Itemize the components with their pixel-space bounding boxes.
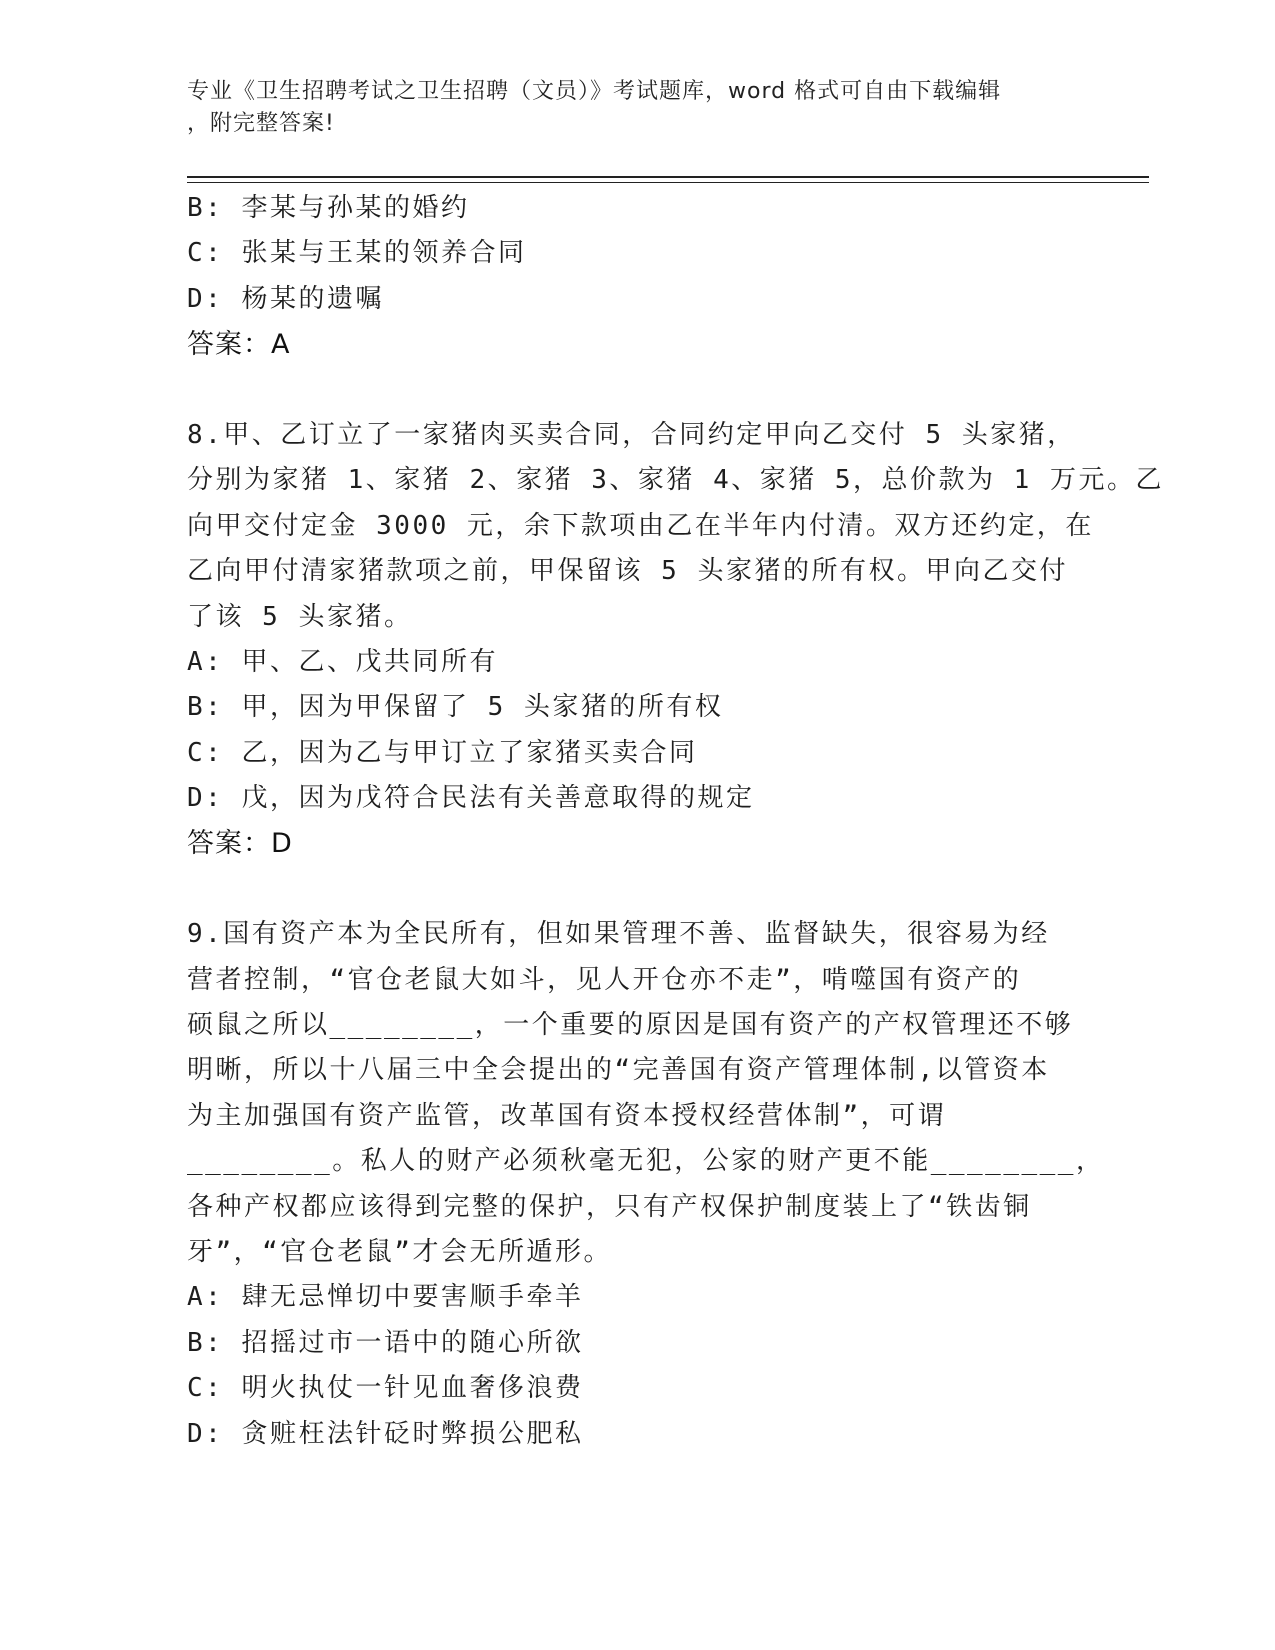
q9-option-d: D: 贪赃枉法针砭时弊损公肥私	[187, 1418, 584, 1449]
q9-text-line-7: 各种产权都应该得到完整的保护，只有产权保护制度装上了“铁齿铜	[187, 1191, 1032, 1222]
q9-text-line-1: 9.国有资产本为全民所有，但如果管理不善、监督缺失，很容易为经	[187, 919, 1050, 950]
q8-text-line-1: 8.甲、乙订立了一家猪肉买卖合同，合同约定甲向乙交付 5 头家猪，	[187, 419, 1076, 450]
q8-option-d: D: 戊，因为戊符合民法有关善意取得的规定	[187, 783, 755, 814]
q9-option-c: C: 明火执仗一针见血奢侈浪费	[187, 1373, 584, 1404]
q7-answer: 答案：A	[187, 329, 291, 361]
q8-option-c: C: 乙，因为乙与甲订立了家猪买卖合同	[187, 737, 698, 768]
q7-option-b: B: 李某与孙某的婚约	[187, 193, 470, 223]
q8-option-a: A: 甲、乙、戊共同所有	[187, 646, 498, 677]
q8-option-b: B: 甲，因为甲保留了 5 头家猪的所有权	[187, 692, 724, 723]
q8-text-line-5: 了该 5 头家猪。	[187, 601, 413, 632]
header-line-2: ，附完整答案!	[187, 111, 335, 136]
q7-option-d: D: 杨某的遗嘱	[187, 283, 384, 314]
header-line-1: 专业《卫生招聘考试之卫生招聘（文员）》考试题库，word 格式可自由下载编辑	[187, 79, 1002, 104]
q9-text-line-2: 营者控制，“官仓老鼠大如斗，见人开仓亦不走”，啃噬国有资产的	[187, 964, 1022, 995]
q9-option-a: A: 肆无忌惮切中要害顺手牵羊	[187, 1282, 584, 1313]
header-divider-thin	[187, 182, 1149, 183]
question-content	[187, 186, 1164, 1457]
spacer	[187, 368, 1087, 413]
spacer	[187, 867, 1087, 912]
q9-text-line-5: 为主加强国有资产监管，改革国有资本授权经营体制”，可谓	[187, 1100, 947, 1131]
q9-text-line-3: 硕鼠之所以________，一个重要的原因是国有资产的产权管理还不够	[187, 1010, 1074, 1041]
q8-text-line-3: 向甲交付定金 3000 元，余下款项由乙在半年内付清。双方还约定，在	[187, 510, 1094, 541]
q9-text-line-4: 明晰，所以十八届三中全会提出的“完善国有资产管理体制,以管资本	[187, 1055, 1050, 1086]
q8-text-line-2: 分别为家猪 1、家猪 2、家猪 3、家猪 4、家猪 5，总价款为 1 万元。乙	[187, 465, 1164, 496]
page-header	[187, 76, 1067, 140]
q9-text-line-8: 牙”，“官仓老鼠”才会无所遁形。	[187, 1236, 612, 1267]
q7-option-c: C: 张某与王某的领养合同	[187, 238, 527, 269]
header-divider-thick	[187, 176, 1149, 178]
q8-text-line-4: 乙向甲付清家猪款项之前，甲保留该 5 头家猪的所有权。甲向乙交付	[187, 556, 1068, 587]
q8-answer: 答案：D	[187, 828, 293, 860]
q9-option-b: B: 招摇过市一语中的随心所欲	[187, 1327, 584, 1358]
q9-text-line-6: ________。私人的财产必须秋毫无犯，公家的财产更不能________，	[187, 1146, 1105, 1177]
